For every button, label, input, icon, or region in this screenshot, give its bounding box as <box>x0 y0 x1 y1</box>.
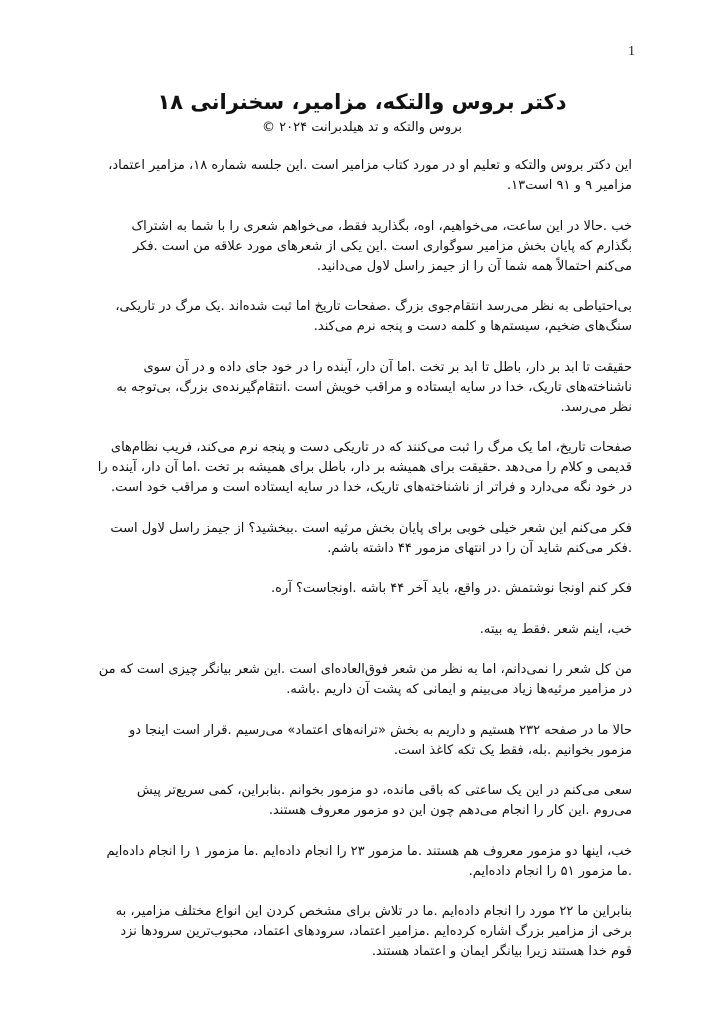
paragraph: خب، اینم شعر .فقط یه بیته. <box>479 621 632 637</box>
document-body <box>96 156 632 983</box>
paragraph: خب .حالا در این ساعت، می‌خواهیم، اوه، بگذارید فقط، می‌خواهم شعری را با شما به اشتراک بگذارم که پایان بخش مزامیر سوگواری است .این یکی از شعرهای مورد علاقه من است .فکر می‌کنم احتمالاً همه شما آن را از جیمز راسل لاول می‌دانید. <box>131 218 632 274</box>
paragraph: بی‌احتیاطی به نظر می‌رسد انتقام‌جوی بزرگ .صفحات تاریخ اما ثبت شده‌اند .یک مرگ در تاریکی، سنگ‌های ضخیم، سیستم‌ها و کلمه دست و پنجه نرم می‌کند. <box>115 299 632 334</box>
paragraph: صفحات تاریخ، اما یک مرگ را ثبت می‌کنند که در تاریکی دست و پنجه نرم می‌کند، فریب نظام‌های قدیمی و کلام را می‌دهد .حقیقت برای همیشه بر دار، باطل برای همیشه بر تخت .اما آن دار، آینده را در خود نگه می‌دارد و فراتر از ناشناخته‌های تاریک، خدا در سایه ایستاده است و مراقب خود است. <box>97 440 632 495</box>
document-header <box>0 86 724 138</box>
page-number: 1 <box>628 44 635 59</box>
paragraph: حقیقت تا ابد بر دار، باطل تا ابد بر تخت .اما آن دار، آینده را در خود جای داده و در آن سوی ناشناخته‌های تاریک، خدا در سایه ایستاده و مراقب خویش است .انتقام‌گیرنده‌ی بزرگ، بی‌توجه به نظر می‌رسد. <box>116 359 632 415</box>
paragraph: فکر می‌کنم این شعر خیلی خوبی برای پایان بخش مرثیه است .ببخشید؟ از جیمز راسل لاول است .فکر می‌کنم شاید آن را در انتهای مزمور ۴۴ داشته باشم. <box>110 520 632 556</box>
paragraph: حالا ما در صفحه ۲۳۲ هستیم و داریم به بخش «ترانه‌های اعتماد» می‌رسیم .قرار است اینجا دو مزمور بخوانیم .بله، فقط یک تکه کاغذ است. <box>128 722 632 758</box>
paragraph: من کل شعر را نمی‌دانم، اما به نظر من شعر فوق‌العاده‌ای است .این شعر بیانگر چیزی است که من در مزامیر مرثیه‌ها زیاد می‌بینم و ایمانی که پشت آن داریم .باشه. <box>98 662 632 697</box>
paragraph: بنابراین ما ۲۲ مورد را انجام داده‌ایم .ما در تلاش برای مشخص کردن این انواع مختلف مزامیر، به برخی از مزامیر بزرگ اشاره کرده‌ایم .مزامیر اعتماد، سرودهای اعتماد، محبوب‌ترین سرودها نزد قوم خدا هستند زیرا بیانگر ایمان و اعتماد هستند. <box>115 904 632 959</box>
document-title: دکتر بروس والتکه، مزامیر، سخنرانی ۱۸ <box>157 90 567 114</box>
paragraph: خب، اینها دو مزمور معروف هم هستند .ما مزمور ۲۳ را انجام داده‌ایم .ما مزمور ۱ را انجام داده‌ایم .ما مزمور ۵۱ را انجام داده‌ایم. <box>106 843 632 879</box>
paragraph: فکر کنم اونجا نوشتمش .در واقع، باید آخر ۴۴ باشه .اونجاست؟ آره. <box>271 581 632 596</box>
paragraph: این دکتر بروس والتکه و تعلیم او در مورد کتاب مزامیر است .این جلسه شماره ۱۸، مزامیر اعتماد، مزامیر ۹ و ۹۱ است۱۳. <box>108 158 632 193</box>
document-subtitle: بروس والتکه و تد هیلدبرانت ۲۰۲۴ © <box>261 120 462 135</box>
paragraph: سعی می‌کنم در این یک ساعتی که باقی مانده، دو مزمور بخوانم .بنابراین، کمی سریع‌تر پیش می‌روم .این کار را انجام می‌دهم چون این دو مزمور معروف هستند. <box>136 783 632 818</box>
